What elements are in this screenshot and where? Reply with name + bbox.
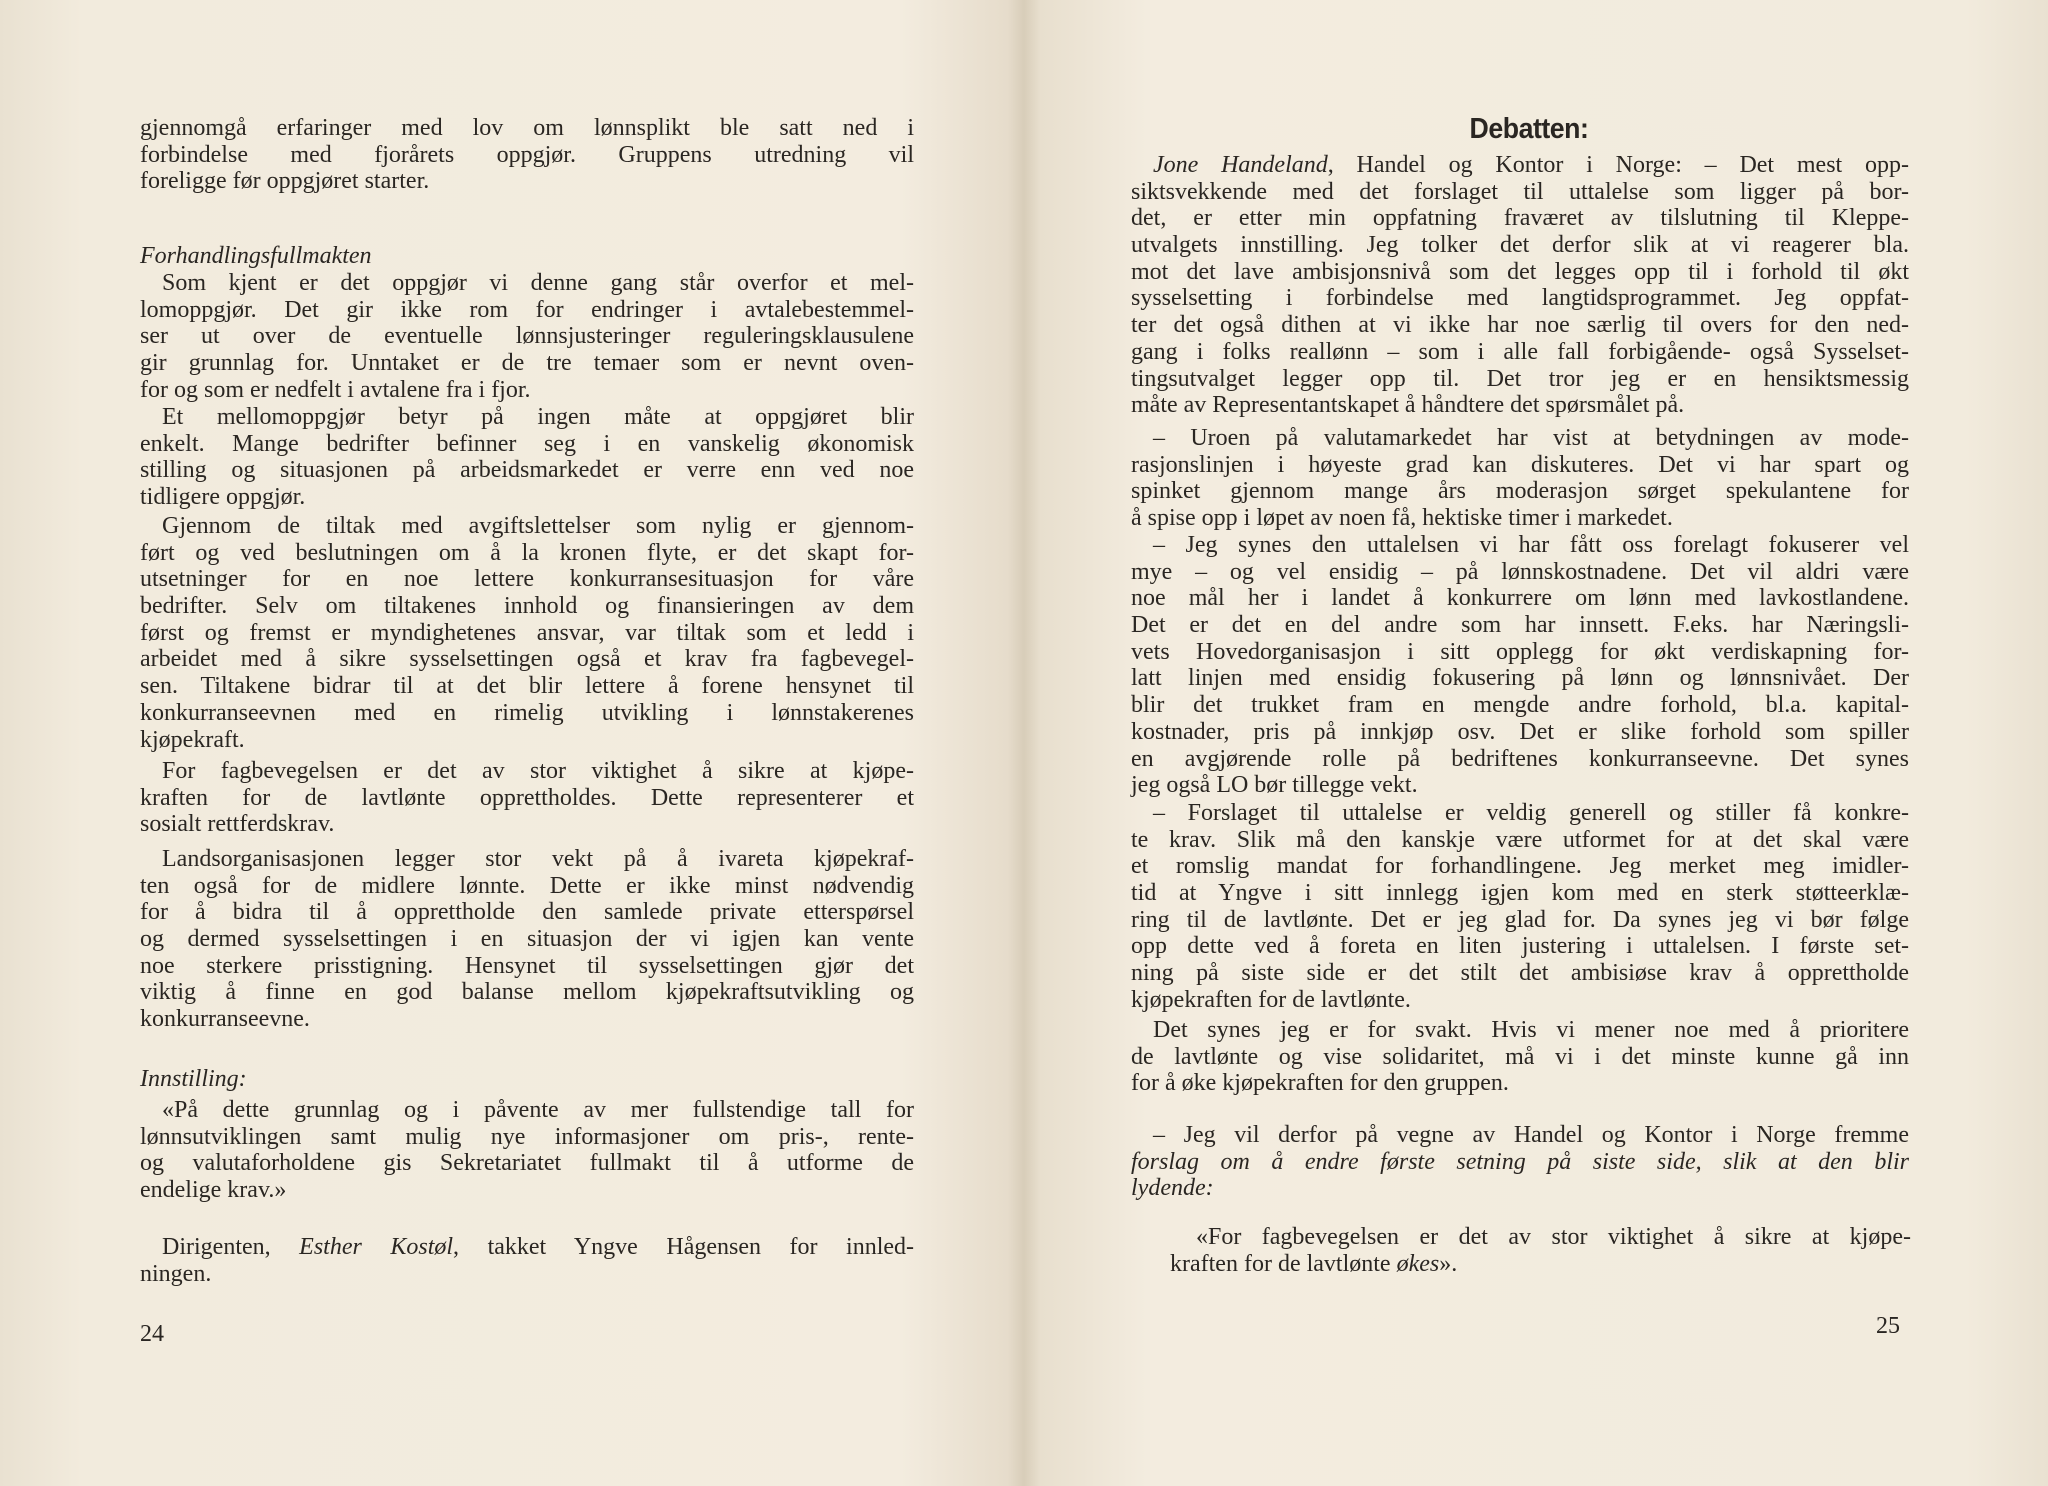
text-line: «På dette grunnlag og i påvente av mer fullstendige tall for xyxy=(162,1097,914,1123)
text-line xyxy=(1170,1251,1911,1278)
italic-text: Jone Handeland xyxy=(1153,152,1328,178)
text-line: ningen. xyxy=(140,1260,212,1287)
text-line: et romslig mandat for forhandlingene. Jeg merket meg imidler- xyxy=(1131,853,1909,880)
text-line: de lavtlønte og vise solidaritet, må vi i det minste kunne gå inn xyxy=(1131,1043,1909,1070)
text-line: rasjonslinjen i høyeste grad kan diskuteres. Det vi har spart og xyxy=(1131,451,1909,478)
text-line: tidligere oppgjør. xyxy=(140,484,306,511)
text-line: for og som er nedfelt i avtalene fra i fjor. xyxy=(140,376,531,403)
text-line: en avgjørende rolle på bedriftenes konkurranseevne. Det synes xyxy=(1131,745,1909,772)
text-line: ring til de lavtlønte. Det er jeg glad for. Da synes jeg vi bør følge xyxy=(1131,906,1909,933)
paragraph xyxy=(1131,1122,1909,1202)
page-number: 25 xyxy=(1876,1313,1900,1339)
text-line: – Jeg synes den uttalelsen vi har fått oss forelagt fokuserer vel xyxy=(1153,532,1909,558)
text-line: latt linjen med ensidig fokusering på lønn og lønnsnivået. Der xyxy=(1131,665,1909,692)
text-line: bedrifter. Selv om tiltakenes innhold og finansieringen av dem xyxy=(140,593,914,620)
text-line: ført og ved beslutningen om å la kronen flyte, er det skapt for- xyxy=(140,539,914,566)
paragraph xyxy=(140,115,914,195)
text-line: kjøpekraft. xyxy=(140,726,245,753)
text-line: spinket gjennom mange års moderasjon sørget spekulantene for xyxy=(1131,478,1909,505)
paragraph xyxy=(140,1097,914,1204)
text-line: viktig å finne en god balanse mellom kjøpekraftsutvikling og xyxy=(140,979,914,1006)
paragraph xyxy=(140,758,914,838)
text-line: vets Hovedorganisasjon i sitt opplegg for økt verdiskapning for- xyxy=(1131,638,1909,665)
text-line: ter det også dithen at vi ikke har noe særlig til overs for den ned- xyxy=(1131,312,1909,339)
text-line: enkelt. Mange bedrifter befinner seg i en vanskelig økonomisk xyxy=(140,430,914,457)
text-line: først og fremst er myndighetenes ansvar, var tiltak som et ledd i xyxy=(140,619,914,646)
text-line: gir grunnlag for. Unntaket er de tre temaer som er nevnt oven- xyxy=(140,350,914,377)
paragraph xyxy=(1131,800,1909,1014)
text-line: og valutaforholdene gis Sekretariatet fullmakt til å utforme de xyxy=(140,1150,914,1177)
text-line: «For fagbevegelsen er det av stor viktighet å sikre at kjøpe- xyxy=(1196,1224,1911,1250)
right-page xyxy=(1024,0,2048,1486)
paragraph xyxy=(1131,1017,1909,1097)
text-line: for å øke kjøpekraften for den gruppen. xyxy=(1131,1070,1509,1097)
text-line: noe sterkere prisstigning. Hensynet til sysselsettingen gjør det xyxy=(140,952,914,979)
text-line: Det synes jeg er for svakt. Hvis vi mener noe med å prioritere xyxy=(1153,1017,1909,1043)
section-heading xyxy=(140,243,914,270)
paragraph xyxy=(140,1234,914,1287)
text-line: arbeidet med å sikre sysselsettingen også et krav fra fagbevegel- xyxy=(140,646,914,673)
text-line xyxy=(140,1234,914,1261)
text-line: gjennomgå erfaringer med lov om lønnsplikt ble satt ned i xyxy=(140,115,914,141)
text-line: jeg også LO bør tillegge vekt. xyxy=(1131,772,1418,799)
text-line: – Uroen på valutamarkedet har vist at betydningen av mode- xyxy=(1153,425,1909,451)
section-title: Debatten: xyxy=(1469,113,1589,145)
text-segment: kraften for de lavtlønte xyxy=(1170,1250,1397,1277)
text-segment: , Handel og Kontor i Norge: – Det mest opp- xyxy=(1327,152,1909,178)
text-line: te krav. Slik må den kanskje være utformet for at det skal være xyxy=(1131,826,1909,853)
text-line: ser ut over de eventuelle lønnsjusteringer reguleringsklausulene xyxy=(140,323,914,350)
text-line: Et mellomoppgjør betyr på ingen måte at oppgjøret blir xyxy=(162,404,914,430)
text-line: Gjennom de tiltak med avgiftslettelser som nylig er gjennom- xyxy=(162,513,914,539)
text-line: gang i folks reallønn – som i alle fall forbigående- også Sysselset- xyxy=(1131,338,1909,365)
italic-text: økes xyxy=(1396,1250,1440,1277)
text-line: Landsorganisasjonen legger stor vekt på å ivareta kjøpekraf- xyxy=(162,846,914,872)
text-line: Det er det en del andre som har innsett. F.eks. har Næringsli- xyxy=(1131,612,1909,639)
heading-text: Forhandlingsfullmakten xyxy=(140,243,372,269)
text-line: og dermed sysselsettingen i en situasjon der vi igjen kan vente xyxy=(140,926,914,953)
text-line: lønnsutviklingen samt mulig nye informasjoner om pris-, rente- xyxy=(140,1123,914,1150)
text-line xyxy=(1131,1175,1909,1202)
text-line: blir det trukket fram en mengde andre forhold, bl.a. kapital- xyxy=(1131,692,1909,719)
paragraph xyxy=(140,846,914,1033)
paragraph xyxy=(1131,152,1909,419)
text-segment: Dirigenten, xyxy=(162,1234,300,1260)
text-segment: ». xyxy=(1439,1250,1458,1277)
text-line: mot det lave ambisjonsnivå som det legges opp til i forhold til økt xyxy=(1131,258,1909,285)
text-line: opp dette ved å foreta en liten justering i uttalelsen. I første set- xyxy=(1131,933,1909,960)
text-line: kjøpekraften for de lavtlønte. xyxy=(1131,986,1411,1013)
text-segment: , takket Yngve Hågensen for innled- xyxy=(453,1234,915,1260)
paragraph xyxy=(140,404,914,511)
text-line: konkurranseevne. xyxy=(140,1006,310,1033)
text-line: å spise opp i løpet av noen få, hektiske timer i markedet. xyxy=(1131,505,1673,532)
paragraph xyxy=(1131,425,1909,532)
text-line: kostnader, pris på innkjøp osv. Det er slike forhold som spiller xyxy=(1131,718,1909,745)
text-line: ten også for de midlere lønnte. Dette er ikke minst nødvendig xyxy=(140,872,914,899)
text-line: siktsvekkende med det forslaget til uttalelse som ligger på bor- xyxy=(1131,178,1909,205)
paragraph xyxy=(140,513,914,753)
italic-text: lydende: xyxy=(1131,1175,1214,1202)
text-line: måte av Representantskapet å håndtere det spørsmålet på. xyxy=(1131,392,1685,419)
italic-text: forslag om å endre første setning på siste side, slik at den blir xyxy=(1131,1148,1909,1175)
text-line: stilling og situasjonen på arbeidsmarkedet er verre enn ved noe xyxy=(140,457,914,484)
text-line: sen. Tiltakene bidrar til at det blir lettere å forene hensynet til xyxy=(140,673,914,700)
text-line: For fagbevegelsen er det av stor viktighet å sikre at kjøpe- xyxy=(162,758,914,784)
page-number: 24 xyxy=(140,1321,164,1347)
text-line: sysselsetting i forbindelse med langtidsprogrammet. Jeg oppfat- xyxy=(1131,285,1909,312)
text-line: for å bidra til å opprettholde den samlede private etterspørsel xyxy=(140,899,914,926)
text-line: forbindelse med fjorårets oppgjør. Gruppens utredning vil xyxy=(140,141,914,168)
text-line: lomoppgjør. Det gir ikke rom for endringer i avtalebestemmel- xyxy=(140,296,914,323)
italic-text: Esther Kostøl xyxy=(299,1234,454,1260)
text-line: foreligge før oppgjøret starter. xyxy=(140,168,430,195)
text-line: – Forslaget til uttalelse er veldig generell og stiller få konkre- xyxy=(1153,800,1909,826)
text-line: kraften for de lavtlønte opprettholdes. Dette representerer et xyxy=(140,784,914,811)
text-line: ning på siste side er det stilt det ambisiøse krav å opprettholde xyxy=(1131,960,1909,987)
text-line: utvalgets innstilling. Jeg tolker det derfor slik at vi reagerer bla. xyxy=(1131,232,1909,259)
text-line: tid at Yngve i sitt innlegg igjen kom med en sterk støtteerklæ- xyxy=(1131,880,1909,907)
text-line: noe mål her i landet å konkurrere om lønn med lavkostlandene. xyxy=(1131,585,1909,612)
text-line: endelige krav.» xyxy=(140,1177,287,1204)
text-line: Som kjent er det oppgjør vi denne gang står overfor et mel- xyxy=(162,270,914,296)
text-line: sosialt rettferdskrav. xyxy=(140,811,335,838)
text-line: mye – og vel ensidig – på lønnskostnadene. Det vil aldri være xyxy=(1131,558,1909,585)
quoted-proposal xyxy=(1170,1224,1911,1277)
section-heading xyxy=(140,1066,914,1093)
text-line: konkurranseevnen med en rimelig utvikling i lønnstakerenes xyxy=(140,699,914,726)
text-line: det, er etter min oppfatning fraværet av tilslutning til Kleppe- xyxy=(1131,205,1909,232)
paragraph xyxy=(140,270,914,403)
text-line xyxy=(1131,1149,1909,1176)
heading-text: Innstilling: xyxy=(140,1066,247,1092)
text-line: utsetninger for en noe lettere konkurransesituasjon for våre xyxy=(140,566,914,593)
text-line xyxy=(1131,152,1909,179)
paragraph xyxy=(1131,532,1909,799)
text-line: – Jeg vil derfor på vegne av Handel og Kontor i Norge fremme xyxy=(1153,1122,1909,1148)
text-line: tingsutvalget legger opp til. Det tror jeg er en hensiktsmessig xyxy=(1131,365,1909,392)
